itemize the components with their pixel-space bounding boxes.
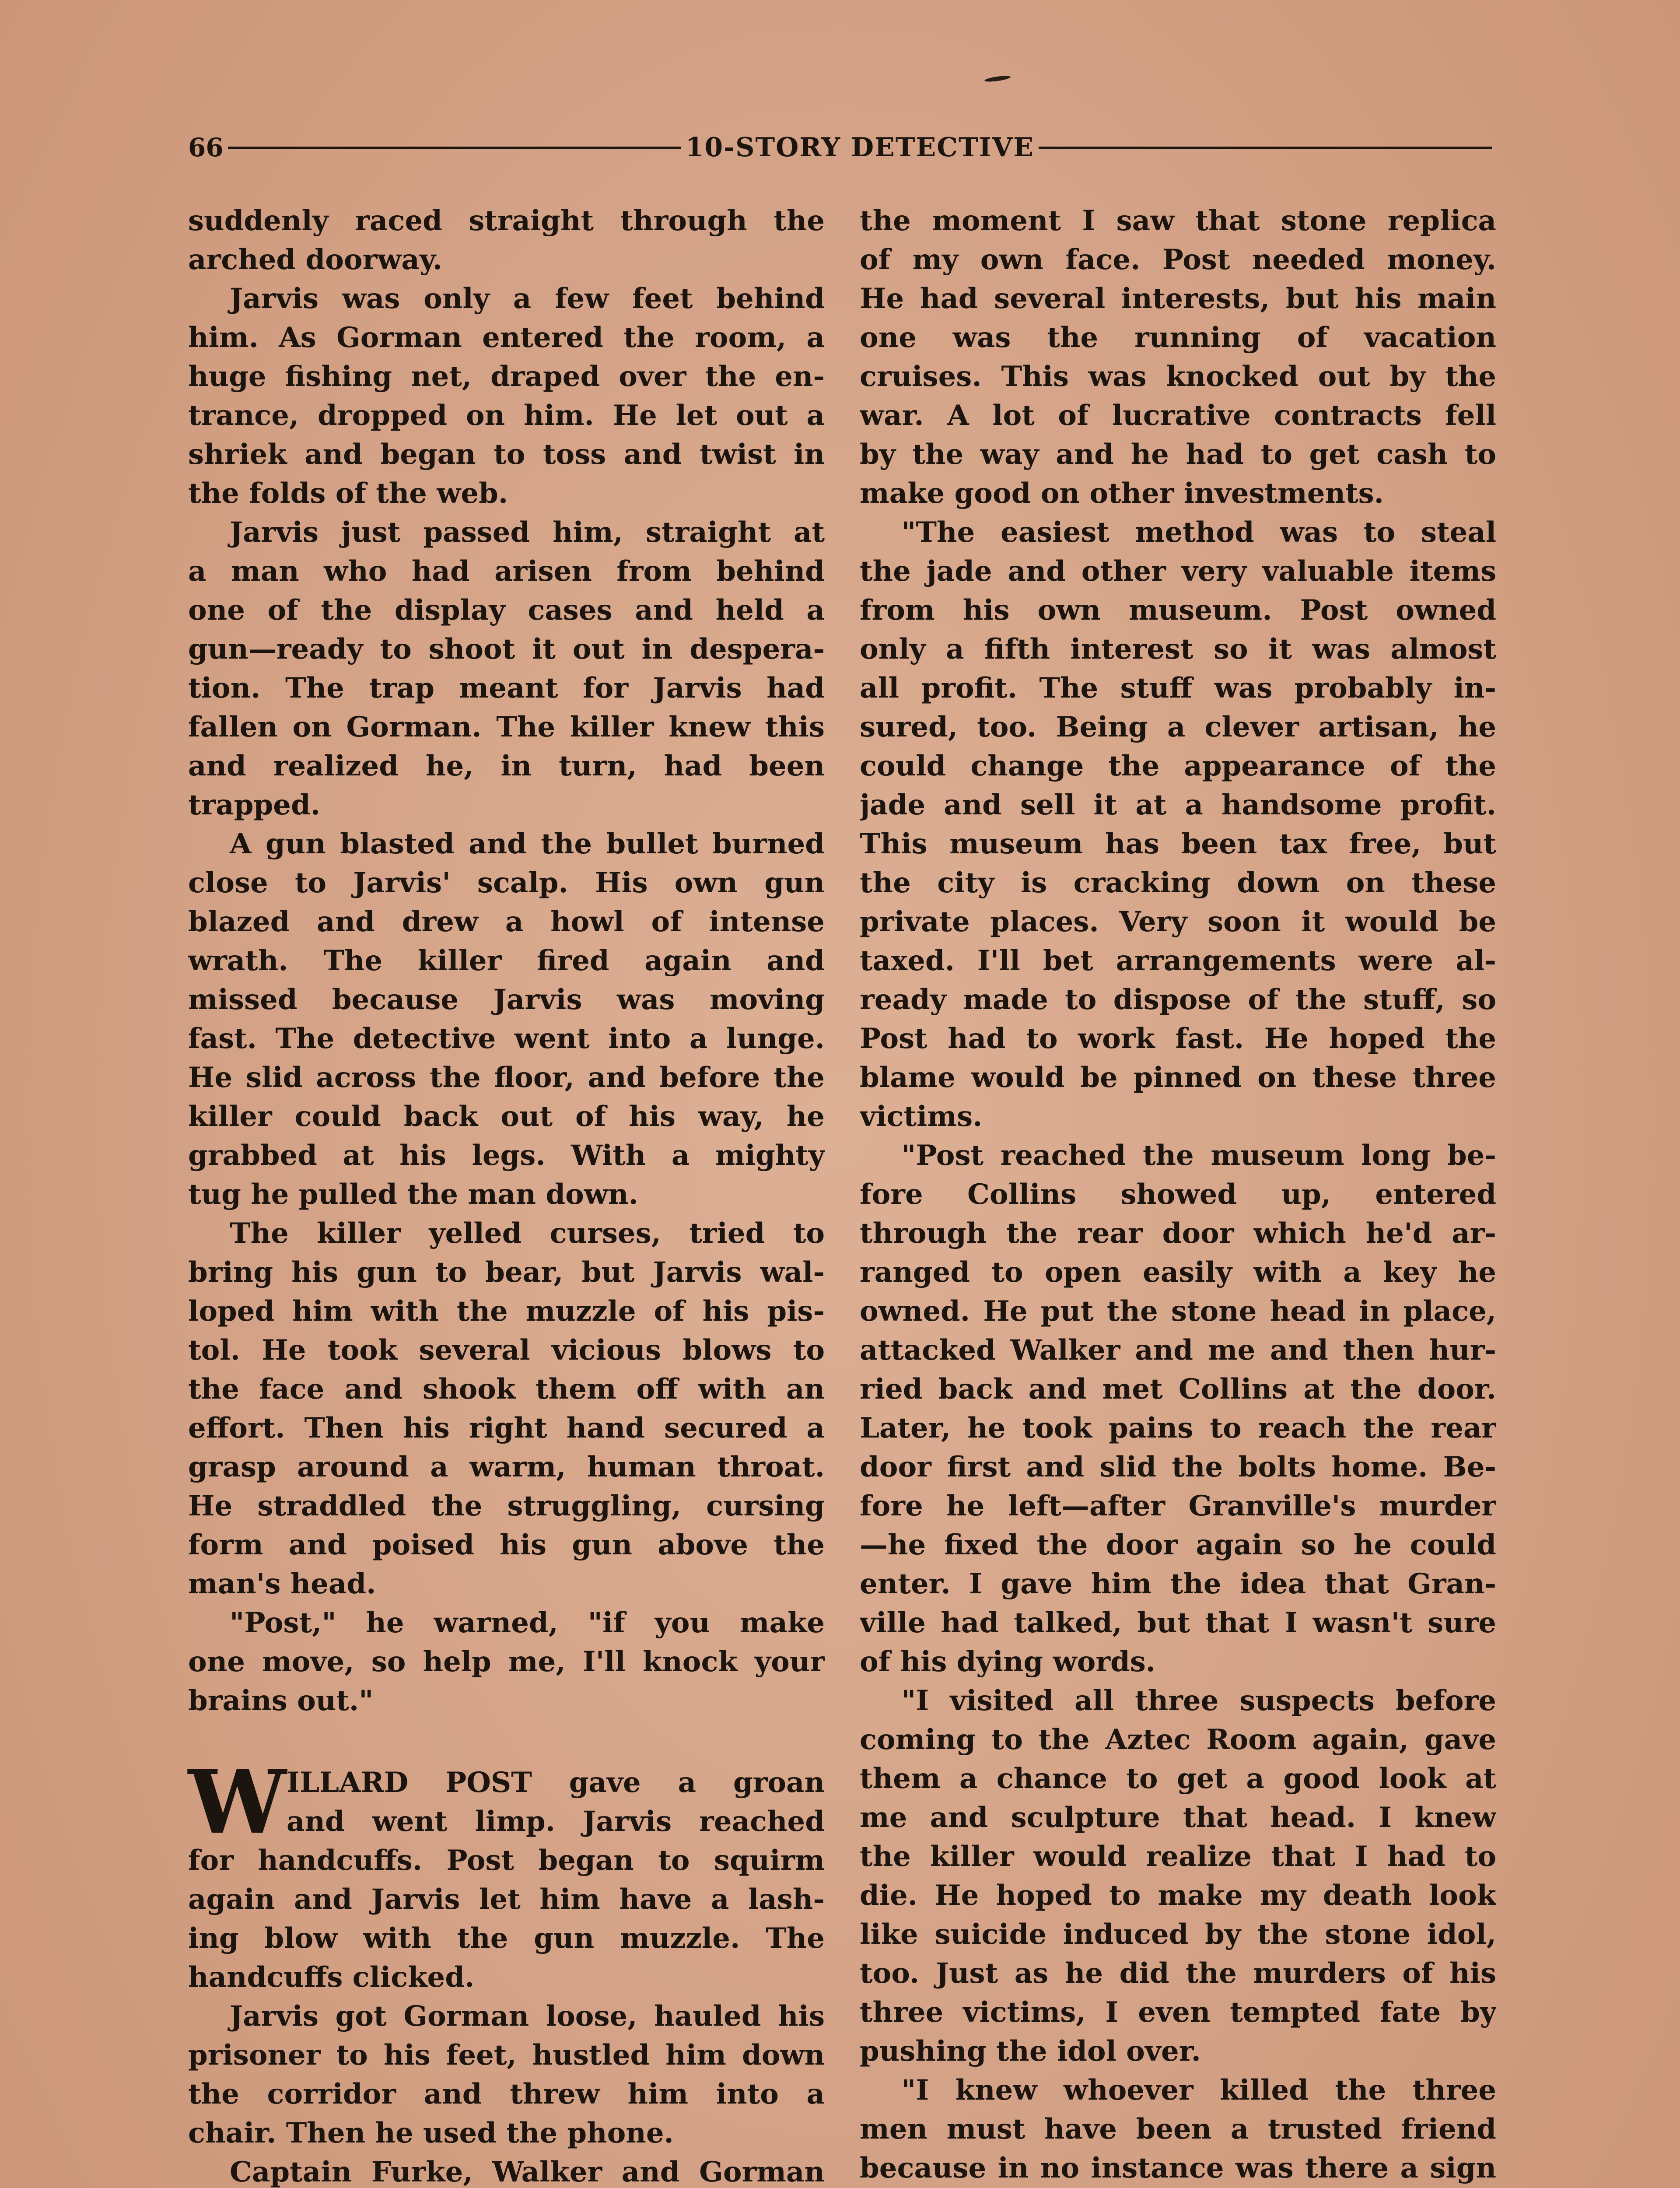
- text-line: fore Collins showed up, entered: [860, 1178, 1496, 1211]
- text-line: because in no instance was there a sign: [860, 2152, 1496, 2184]
- right-column: [860, 201, 1496, 2188]
- text-line: Captain Furke, Walker and Gorman: [230, 2156, 825, 2188]
- text-line: tion. The trap meant for Jarvis had: [188, 672, 825, 705]
- text-line: tol. He took several vicious blows to: [188, 1334, 825, 1367]
- text-line: Later, he took pains to reach the rear: [860, 1412, 1496, 1445]
- text-line: all profit. The stuff was probably in-: [860, 672, 1496, 705]
- left-column: [188, 201, 825, 2188]
- text-line: tug he pulled the man down.: [188, 1178, 638, 1211]
- text-line: "The easiest method was to steal: [901, 516, 1496, 549]
- text-line: shriek and began to toss and twist in: [188, 438, 825, 471]
- page-number: 66: [188, 133, 224, 162]
- text-line: the corridor and threw him into a: [188, 2078, 825, 2111]
- ink-speck: [984, 75, 1011, 83]
- text-line: three victims, I even tempted fate by: [860, 1996, 1496, 2029]
- text-line: blame would be pinned on these three: [860, 1061, 1496, 1094]
- text-line: sured, too. Being a clever artisan, he: [860, 711, 1496, 743]
- text-line: cruises. This was knocked out by the: [860, 360, 1496, 393]
- text-line: and went limp. Jarvis reached: [287, 1805, 825, 1838]
- text-line: man's head.: [188, 1567, 376, 1600]
- left-column-section-text: [188, 1841, 825, 2188]
- text-line: —he fixed the door again so he could: [860, 1529, 1496, 1561]
- text-line: taxed. I'll bet arrangements were al-: [860, 944, 1496, 977]
- text-line: fast. The detective went into a lunge.: [188, 1022, 825, 1055]
- text-line: grabbed at his legs. With a mighty: [188, 1139, 825, 1172]
- text-line: from his own museum. Post owned: [860, 594, 1496, 627]
- text-line: attacked Walker and me and then hur-: [860, 1334, 1496, 1367]
- text-line: handcuffs clicked.: [188, 1961, 475, 1994]
- text-line: bring his gun to bear, but Jarvis wal-: [188, 1256, 825, 1289]
- drop-cap: W: [188, 1751, 287, 1854]
- right-column-text: [860, 201, 1496, 2188]
- text-line: A gun blasted and the bullet burned: [230, 828, 825, 860]
- text-line: war. A lot of lucrative contracts fell: [860, 399, 1496, 432]
- magazine-title: 10-STORY DETECTIVE: [685, 132, 1034, 163]
- section-opening: [188, 1751, 825, 1854]
- text-line: He had several interests, but his main: [860, 282, 1496, 315]
- text-line: men must have been a trusted friend: [860, 2113, 1496, 2146]
- running-header: [188, 128, 1492, 167]
- text-line: door first and slid the bolts home. Be-: [860, 1451, 1496, 1483]
- text-line: one was the running of vacation: [860, 321, 1496, 354]
- text-line: by the way and he had to get cash to: [860, 438, 1496, 471]
- text-line: He straddled the struggling, cursing: [188, 1490, 825, 1522]
- text-line: trance, dropped on him. He let out a: [188, 399, 825, 432]
- text-line: He slid across the floor, and before the: [188, 1061, 825, 1094]
- text-line: like suicide induced by the stone idol,: [860, 1918, 1496, 1951]
- text-line: of my own face. Post needed money.: [860, 243, 1496, 276]
- text-line: again and Jarvis let him have a lash-: [188, 1883, 825, 1916]
- text-line: wrath. The killer fired again and: [188, 944, 825, 977]
- left-column-text: [188, 201, 825, 1720]
- text-line: Jarvis was only a few feet behind: [230, 282, 825, 315]
- text-line: could change the appearance of the: [860, 750, 1496, 782]
- text-line: gun—ready to shoot it out in despera-: [188, 633, 825, 666]
- text-line: owned. He put the stone head in place,: [860, 1295, 1496, 1328]
- text-line: suddenly raced straight through the: [188, 204, 825, 237]
- text-line: fore he left—after Granville's murder: [860, 1490, 1496, 1522]
- text-line: the killer would realize that I had to: [860, 1840, 1496, 1873]
- text-line: the jade and other very valuable items: [860, 555, 1496, 588]
- text-line: through the rear door which he'd ar-: [860, 1217, 1496, 1250]
- text-line: Jarvis just passed him, straight at: [230, 516, 825, 549]
- text-line: one of the display cases and held a: [188, 594, 825, 627]
- text-line: victims.: [860, 1100, 983, 1133]
- header-rule-left: [228, 147, 681, 149]
- text-line: close to Jarvis' scalp. His own gun: [188, 866, 825, 899]
- text-line: die. He hoped to make my death look: [860, 1879, 1496, 1912]
- text-line: effort. Then his right hand secured a: [188, 1412, 825, 1445]
- text-line: Post had to work fast. He hoped the: [860, 1022, 1496, 1055]
- text-line: missed because Jarvis was moving: [188, 983, 825, 1016]
- header-rule-right: [1039, 147, 1492, 149]
- text-line: ing blow with the gun muzzle. The: [188, 1922, 825, 1955]
- text-line: arched doorway.: [188, 243, 442, 276]
- text-line: coming to the Aztec Room again, gave: [860, 1723, 1496, 1756]
- text-line: the folds of the web.: [188, 477, 508, 510]
- text-line: The killer yelled curses, tried to: [230, 1217, 825, 1250]
- text-line: brains out.": [188, 1684, 374, 1717]
- text-line: the moment I saw that stone replica: [860, 204, 1496, 237]
- text-line: one move, so help me, I'll knock your: [188, 1645, 825, 1678]
- text-line: me and sculpture that head. I knew: [860, 1801, 1496, 1834]
- text-line: the face and shook them off with an: [188, 1373, 825, 1406]
- text-line: This museum has been tax free, but: [860, 828, 1496, 860]
- text-line: "I knew whoever killed the three: [901, 2074, 1496, 2107]
- text-line: pushing the idol over.: [860, 2035, 1201, 2068]
- text-line: chair. Then he used the phone.: [188, 2117, 674, 2149]
- text-line: ILLARD POST gave a groan: [287, 1766, 825, 1799]
- text-line: grasp around a warm, human throat.: [188, 1451, 825, 1483]
- text-line: ried back and met Collins at the door.: [860, 1373, 1496, 1406]
- text-line: trapped.: [188, 789, 320, 821]
- text-line: for handcuffs. Post began to squirm: [188, 1844, 825, 1877]
- text-line: jade and sell it at a handsome profit.: [860, 789, 1496, 821]
- text-line: ranged to open easily with a key he: [860, 1256, 1496, 1289]
- text-line: ready made to dispose of the stuff, so: [860, 983, 1496, 1016]
- text-line: him. As Gorman entered the room, a: [188, 321, 825, 354]
- text-line: private places. Very soon it would be: [860, 905, 1496, 938]
- text-line: "Post," he warned, "if you make: [230, 1606, 825, 1639]
- text-line: blazed and drew a howl of intense: [188, 905, 825, 938]
- text-line: killer could back out of his way, he: [188, 1100, 825, 1133]
- text-line: and realized he, in turn, had been: [188, 750, 825, 782]
- text-line: the city is cracking down on these: [860, 866, 1496, 899]
- text-line: enter. I gave him the idea that Gran-: [860, 1567, 1496, 1600]
- text-line: them a chance to get a good look at: [860, 1762, 1496, 1795]
- text-line: "Post reached the museum long be-: [901, 1139, 1496, 1172]
- text-line: of his dying words.: [860, 1645, 1156, 1678]
- text-line: Jarvis got Gorman loose, hauled his: [230, 2000, 825, 2033]
- text-line: fallen on Gorman. The killer knew this: [188, 711, 825, 743]
- text-line: prisoner to his feet, hustled him down: [188, 2039, 825, 2072]
- text-line: too. Just as he did the murders of his: [860, 1957, 1496, 1990]
- text-line: huge fishing net, draped over the en-: [188, 360, 825, 393]
- text-line: "I visited all three suspects before: [901, 1684, 1496, 1717]
- text-line: a man who had arisen from behind: [188, 555, 825, 588]
- text-line: only a fifth interest so it was almost: [860, 633, 1496, 666]
- text-line: form and poised his gun above the: [188, 1529, 825, 1561]
- text-line: ville had talked, but that I wasn't sure: [860, 1606, 1496, 1639]
- text-line: loped him with the muzzle of his pis-: [188, 1295, 825, 1328]
- text-line: make good on other investments.: [860, 477, 1384, 510]
